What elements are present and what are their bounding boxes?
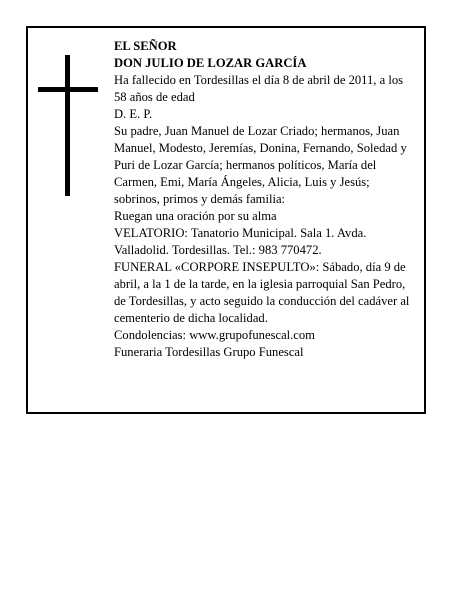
family-list: Su padre, Juan Manuel de Lozar Criado; hermanos, Juan Manuel, Modesto, Jeremías, Donina, Fernando, Soledad y Puri de Lozar García; hermanos políticos, María del Carmen, Emi, María Ángeles, Alicia, Luis y Jesús; sobrinos, primos y demás familia: xyxy=(114,124,407,206)
deceased-name: DON JULIO DE LOZAR GARCÍA xyxy=(114,56,307,70)
cross-horizontal-bar xyxy=(38,87,98,92)
funeral-info: FUNERAL «CORPORE INSEPULTO»: Sábado, día 9 de abril, a la 1 de la tarde, en la iglesia parroquial San Pedro, de Tordesillas, y acto seguido la conducción del cadáver al cementerio de dicha localidad. xyxy=(114,260,410,325)
death-info: Ha fallecido en Tordesillas el día 8 de abril de 2011, a los 58 años de edad xyxy=(114,73,404,104)
cross-vertical-bar xyxy=(65,55,70,196)
wake-info: VELATORIO: Tanatorio Municipal. Sala 1. Avda. Valladolid. Tordesillas. Tel.: 983 770472. xyxy=(114,226,367,257)
prayer-request: Ruegan una oración por su alma xyxy=(114,209,277,223)
notice-heading: EL SEÑOR xyxy=(114,39,177,53)
condolences-info: Condolencias: www.grupofunescal.com xyxy=(114,328,315,342)
latin-cross-icon xyxy=(38,55,98,196)
funeral-home: Funeraria Tordesillas Grupo Funescal xyxy=(114,345,304,359)
obituary-text xyxy=(114,38,418,361)
rip-text: D. E. P. xyxy=(114,107,153,121)
